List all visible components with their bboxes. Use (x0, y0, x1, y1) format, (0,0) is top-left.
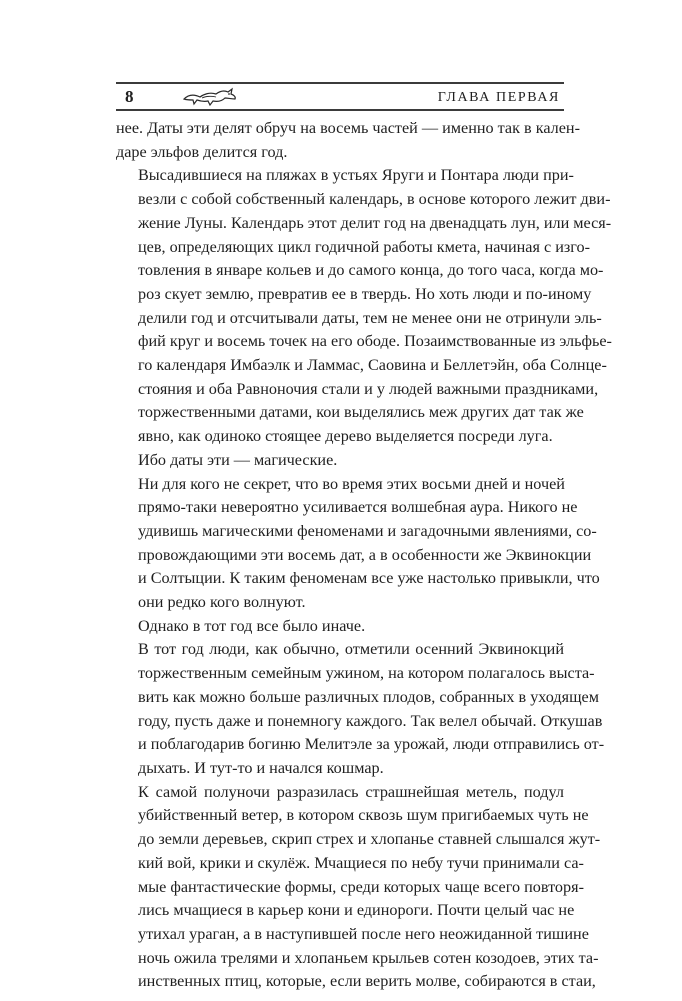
chapter-title: ГЛАВА ПЕРВАЯ (437, 90, 560, 105)
text-line: Ни для кого не секрет, что во время этих восьми дней и ночей (138, 474, 565, 493)
text-line: мые фантастические формы, среди которых чаще всего повторя- (138, 877, 584, 896)
text-line: явно, как одиноко стоящее дерево выделяется посреди луга. (138, 427, 553, 446)
text-line: делили год и отсчитывали даты, тем не менее они не отринули эль- (138, 308, 602, 327)
text-line: Высадившиеся на пляжах в устьях Яруги и Понтара люди при- (138, 166, 574, 185)
text-line: кий вой, крики и скулёж. Мчащиеся по небу тучи принимали са- (138, 853, 584, 872)
text-line: они редко кого волнуют. (138, 593, 306, 612)
paragraph (116, 781, 601, 994)
text-line: товления в январе кольев и до самого конца, до того часа, когда мо- (138, 261, 604, 280)
text-line: году, пусть даже и понемногу каждого. Так велел обычай. Откушав (138, 711, 603, 730)
text-line: провождающими эти восемь дат, а в особенности же Эквинокции (138, 545, 592, 564)
text-line: до земли деревьев, скрип стрех и хлопанье ставней слышался жут- (138, 830, 601, 849)
text-line: и Солтыции. К таким феноменам все уже настолько привыкли, что (138, 569, 600, 588)
text-line: даре эльфов делится год. (116, 142, 288, 161)
text-line: торжественными датами, кои выделялись меж других дат так же (138, 403, 584, 422)
text-line: цев, определяющих цикл годичной работы кмета, начиная с изго- (138, 237, 590, 256)
text-line: дыхать. И тут-то и начался кошмар. (138, 758, 384, 777)
text-line: Однако в тот год все было иначе. (138, 616, 366, 635)
paragraph (116, 638, 605, 780)
text-line: прямо-таки невероятно усиливается волшебная аура. Никого не (138, 498, 578, 517)
text-line: роз скует землю, превратив ее в твердь. Но хоть люди и по-иному (138, 284, 592, 303)
fox-ornament-icon (182, 85, 238, 107)
text-line: везли с собой собственный календарь, в основе которого лежит дви- (138, 190, 611, 209)
text-line: удивишь магическими феноменами и загадочными явлениями, со- (138, 521, 597, 540)
paragraph (116, 473, 600, 615)
header-bottom-rule (116, 109, 564, 111)
paragraph (116, 615, 564, 639)
text-line: Ибо даты эти — магические. (138, 450, 338, 469)
text-line: утихал ураган, а в наступившей после него неожиданной тишине (138, 924, 589, 943)
text-line: стояния и оба Равноночия стали и у людей важными праздниками, (138, 379, 599, 398)
text-line: инственных птиц, которые, если верить молве, собираются в стаи, (138, 972, 596, 991)
body-text (116, 117, 612, 994)
text-line: лись мчащиеся в карьер кони и единороги. Почти целый час не (138, 901, 575, 920)
page-number: 8 (125, 87, 134, 106)
text-line: вить как можно больше различных плодов, собранных в уходящем (138, 687, 599, 706)
text-line: убийственный ветер, в котором сквозь шум пригибаемых чуть не (138, 806, 589, 825)
text-line: К самой полуночи разразилась страшнейшая метель, подул (138, 782, 564, 801)
paragraph (116, 164, 612, 448)
text-line: торжественным семейным ужином, на котором полагалось выста- (138, 664, 595, 683)
text-line: го календаря Имбаэлк и Ламмас, Саовина и Беллетэйн, оба Солнце- (138, 356, 607, 375)
text-line: и поблагодарив богиню Мелитэле за урожай, люди отправились от- (138, 735, 605, 754)
paragraph (116, 117, 580, 164)
text-line: фий круг и восемь точек на его ободе. Позаимствованные из эльфье- (138, 332, 612, 351)
paragraph (116, 449, 564, 473)
text-line: жение Луны. Календарь этот делит год на двенадцать лун, или меся- (138, 213, 612, 232)
header-top-rule (116, 82, 564, 84)
text-line: В тот год люди, как обычно, отметили осенний Эквинокций (138, 640, 564, 659)
text-line: ночь ожила трелями и хлопаньем крыльев сотен козодоев, этих та- (138, 948, 599, 967)
text-line: нее. Даты эти делят обруч на восемь частей — именно так в кален- (116, 119, 580, 137)
